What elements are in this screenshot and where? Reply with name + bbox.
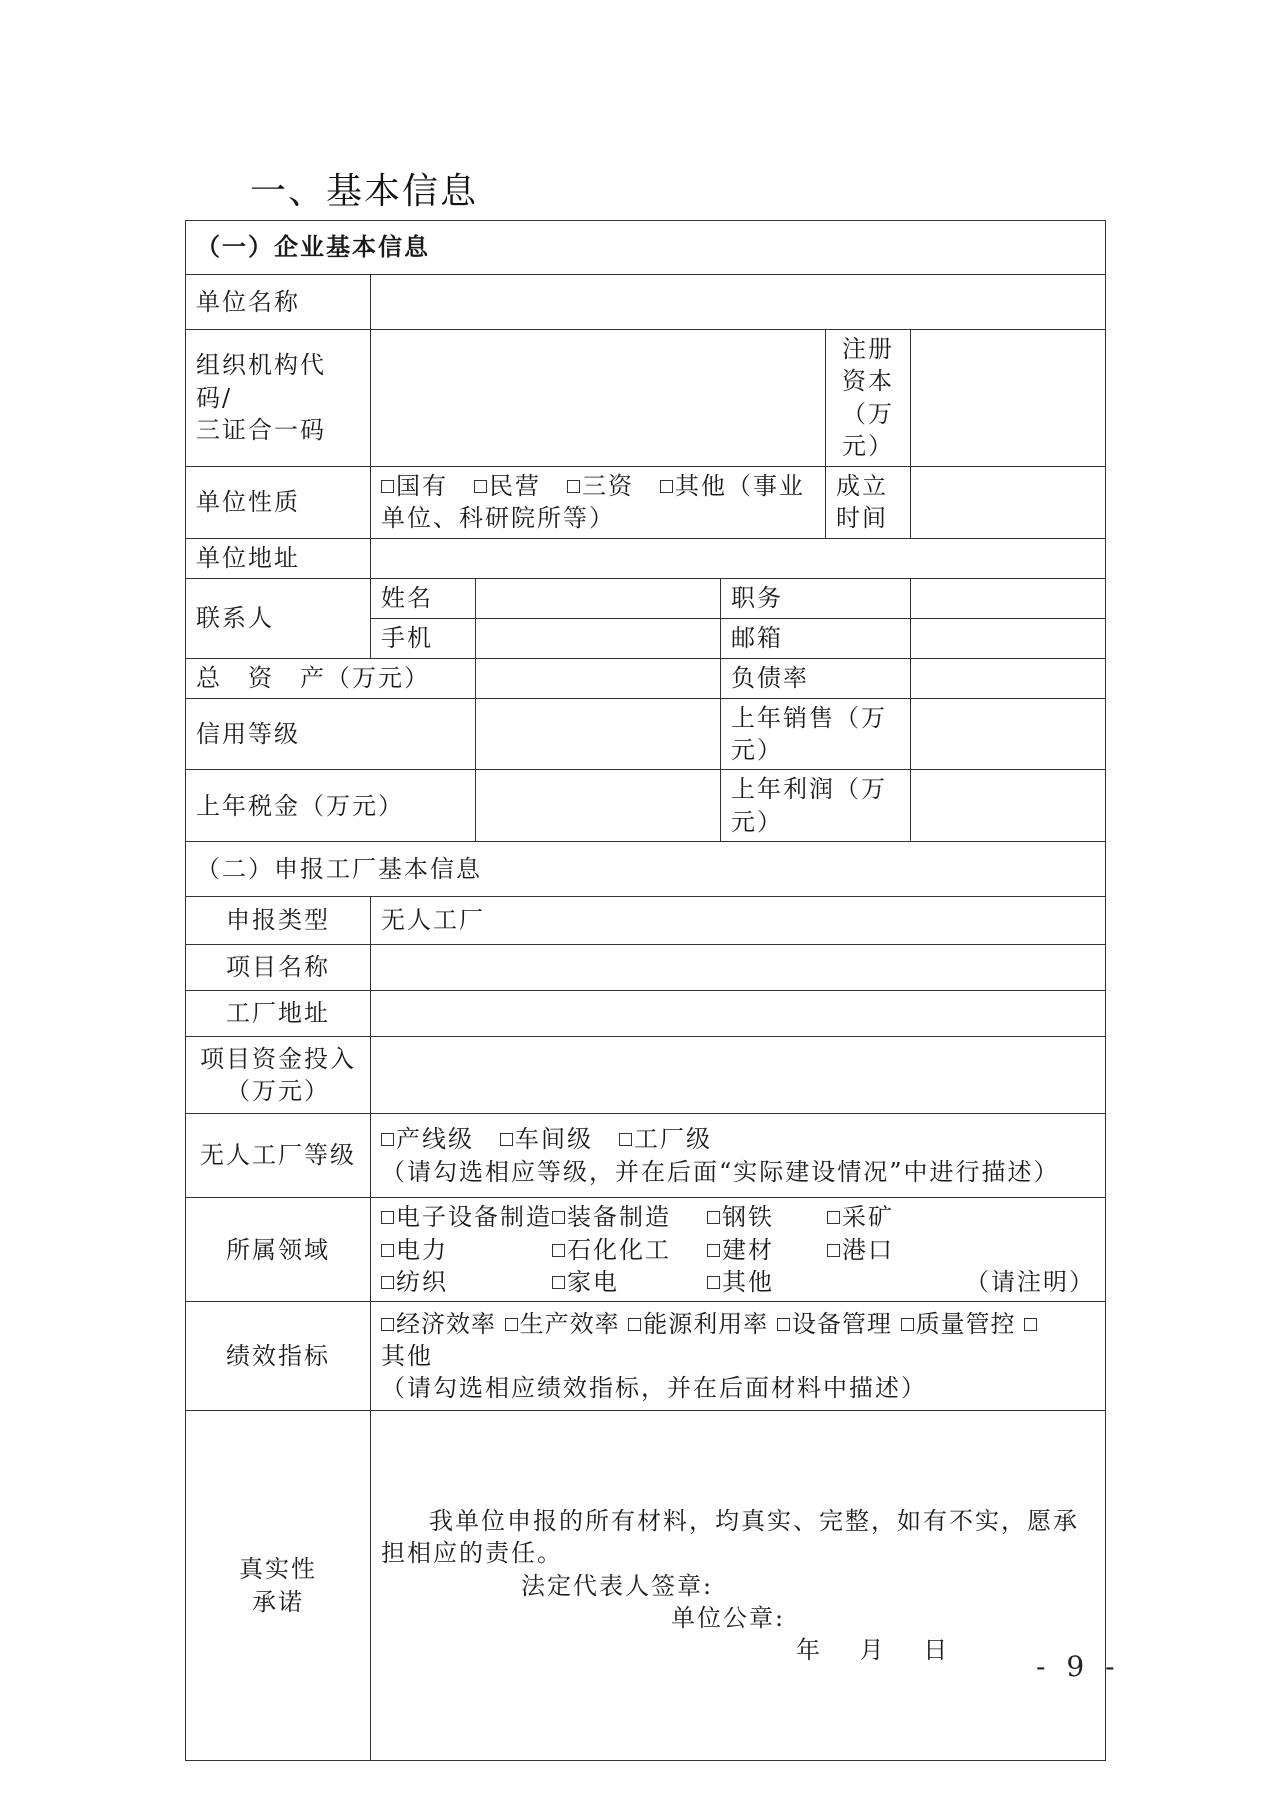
total-assets-field[interactable] <box>476 658 721 698</box>
section-factory-header: （二）申报工厂基本信息 <box>186 842 1106 897</box>
unit-name-field[interactable] <box>371 275 1106 330</box>
perf-option-production[interactable]: 生产效率 <box>505 1310 620 1338</box>
checkbox-icon <box>505 1318 518 1331</box>
org-code-label-line1: 组织机构代码/ <box>196 351 326 412</box>
checkbox-icon <box>381 1133 394 1146</box>
pledge-date[interactable]: 年 月 日 <box>796 1636 950 1665</box>
domain-option-electronics[interactable]: 电子设备制造 <box>381 1201 552 1233</box>
nature-option-other[interactable]: 其他（事业 <box>660 472 805 500</box>
nature-option-foreign[interactable]: 三资 <box>567 472 634 500</box>
nature-option-private[interactable]: 民营 <box>474 472 541 500</box>
domain-option-building[interactable]: 建材 <box>707 1234 827 1266</box>
performance-options <box>371 1302 1106 1411</box>
last-year-sales-label: 上年销售（万元） <box>721 698 911 770</box>
checkbox-icon[interactable] <box>1024 1318 1037 1331</box>
debt-ratio-field[interactable] <box>911 658 1106 698</box>
investment-label <box>186 1037 371 1114</box>
domain-option-petrochem[interactable]: 石化化工 <box>552 1234 707 1266</box>
level-option-factory[interactable]: 工厂级 <box>619 1125 712 1153</box>
checkbox-icon <box>500 1133 513 1146</box>
reg-capital-label-line1: 注册资本 <box>842 335 894 396</box>
checkbox-icon <box>552 1211 565 1224</box>
domain-option-appliance[interactable]: 家电 <box>552 1266 707 1298</box>
reg-capital-label <box>826 330 911 467</box>
checkbox-icon <box>381 1276 394 1289</box>
apply-type-label: 申报类型 <box>186 897 371 945</box>
checkbox-icon <box>619 1133 632 1146</box>
domain-option-mining[interactable]: 采矿 <box>827 1201 1095 1233</box>
perf-option-other[interactable]: 其他 <box>381 1342 433 1371</box>
contact-mobile-field[interactable] <box>476 618 721 658</box>
last-year-tax-label: 上年税金（万元） <box>186 770 476 842</box>
performance-note: （请勾选相应绩效指标，并在后面材料中描述） <box>381 1374 927 1403</box>
domain-option-steel[interactable]: 钢铁 <box>707 1201 827 1233</box>
domain-option-port[interactable]: 港口 <box>827 1234 1095 1266</box>
address-field[interactable] <box>371 538 1106 578</box>
unit-name-label: 单位名称 <box>186 275 371 330</box>
checkbox-icon <box>827 1211 840 1224</box>
last-year-sales-field[interactable] <box>911 698 1106 770</box>
contact-name-label: 姓名 <box>371 578 476 618</box>
investment-label-line2: （万元） <box>226 1077 330 1106</box>
checkbox-icon <box>707 1276 720 1289</box>
unit-seal[interactable]: 单位公章: <box>671 1603 786 1632</box>
pledge-label-line2: 承诺 <box>252 1587 304 1616</box>
nature-option-state[interactable]: 国有 <box>381 472 448 500</box>
unit-nature-label: 单位性质 <box>186 466 371 538</box>
project-name-label: 项目名称 <box>186 945 371 991</box>
contact-email-label: 邮箱 <box>721 618 911 658</box>
domain-option-equipment[interactable]: 装备制造 <box>552 1201 707 1233</box>
last-year-profit-label: 上年利润（万元） <box>721 770 911 842</box>
domain-option-textile[interactable]: 纺织 <box>381 1266 552 1298</box>
perf-option-quality[interactable]: 质量管控 <box>901 1310 1016 1338</box>
level-note: （请勾选相应等级，并在后面“实际建设情况”中进行描述） <box>381 1157 1060 1186</box>
section-company-header: （一）企业基本信息 <box>186 221 1106 275</box>
org-code-label <box>186 330 371 467</box>
last-year-tax-field[interactable] <box>476 770 721 842</box>
pledge-content <box>371 1411 1106 1761</box>
checkbox-icon <box>827 1244 840 1257</box>
credit-rating-field[interactable] <box>476 698 721 770</box>
domain-options <box>371 1198 1106 1302</box>
checkbox-icon <box>381 1211 394 1224</box>
contact-position-label: 职务 <box>721 578 911 618</box>
perf-option-equipment[interactable]: 设备管理 <box>777 1310 892 1338</box>
established-field[interactable] <box>911 466 1106 538</box>
checkbox-icon <box>552 1276 565 1289</box>
contact-email-field[interactable] <box>911 618 1106 658</box>
checkbox-icon <box>474 480 487 493</box>
checkbox-icon <box>628 1318 641 1331</box>
domain-option-power[interactable]: 电力 <box>381 1234 552 1266</box>
reg-capital-label-line2: （万元） <box>842 399 894 461</box>
basic-info-form <box>185 220 1106 1761</box>
credit-rating-label: 信用等级 <box>186 698 476 770</box>
apply-type-value[interactable]: 无人工厂 <box>371 897 1106 945</box>
contact-mobile-label: 手机 <box>371 618 476 658</box>
domain-note: （请注明） <box>965 1267 1095 1296</box>
factory-address-label: 工厂地址 <box>186 991 371 1037</box>
contact-name-field[interactable] <box>476 578 721 618</box>
reg-capital-field[interactable] <box>911 330 1106 467</box>
org-code-field[interactable] <box>371 330 826 467</box>
level-option-line[interactable]: 产线级 <box>381 1125 474 1153</box>
domain-option-other[interactable]: 其他 <box>707 1266 827 1298</box>
investment-field[interactable] <box>371 1037 1106 1114</box>
address-label: 单位地址 <box>186 538 371 578</box>
debt-ratio-label: 负债率 <box>721 658 911 698</box>
checkbox-icon <box>381 1318 394 1331</box>
investment-label-line1: 项目资金投入 <box>200 1044 356 1073</box>
page-number: - 9 - <box>1036 1650 1121 1683</box>
checkbox-icon <box>777 1318 790 1331</box>
org-code-label-line2: 三证合一码 <box>196 415 326 444</box>
checkbox-icon <box>660 480 673 493</box>
checkbox-icon <box>707 1244 720 1257</box>
perf-option-energy[interactable]: 能源利用率 <box>628 1310 768 1338</box>
level-option-workshop[interactable]: 车间级 <box>500 1125 593 1153</box>
nature-note: 单位、科研院所等） <box>381 503 615 532</box>
factory-level-label: 无人工厂等级 <box>186 1114 371 1198</box>
checkbox-icon <box>552 1244 565 1257</box>
perf-option-economic[interactable]: 经济效率 <box>381 1310 496 1338</box>
unit-nature-options <box>371 466 826 538</box>
contact-label: 联系人 <box>186 578 371 658</box>
factory-address-field[interactable] <box>371 991 1106 1037</box>
checkbox-icon <box>381 480 394 493</box>
checkbox-icon <box>381 1244 394 1257</box>
pledge-label-line1: 真实性 <box>239 1555 317 1584</box>
project-name-field[interactable] <box>371 945 1106 991</box>
last-year-profit-field[interactable] <box>911 770 1106 842</box>
established-label: 成立时间 <box>826 466 911 538</box>
pledge-label <box>186 1411 371 1761</box>
pledge-text: 我单位申报的所有材料，均真实、完整，如有不实，愿承担相应的责任。 <box>381 1506 1079 1568</box>
legal-rep-signature[interactable]: 法定代表人签章: <box>521 1571 714 1600</box>
domain-label: 所属领域 <box>186 1198 371 1302</box>
checkbox-icon <box>707 1211 720 1224</box>
page-title: 一、基本信息 <box>250 171 479 212</box>
contact-position-field[interactable] <box>911 578 1106 618</box>
factory-level-options <box>371 1114 1106 1198</box>
total-assets-label: 总资产（万元） <box>186 658 476 698</box>
checkbox-icon <box>901 1318 914 1331</box>
performance-label: 绩效指标 <box>186 1302 371 1411</box>
checkbox-icon <box>567 480 580 493</box>
